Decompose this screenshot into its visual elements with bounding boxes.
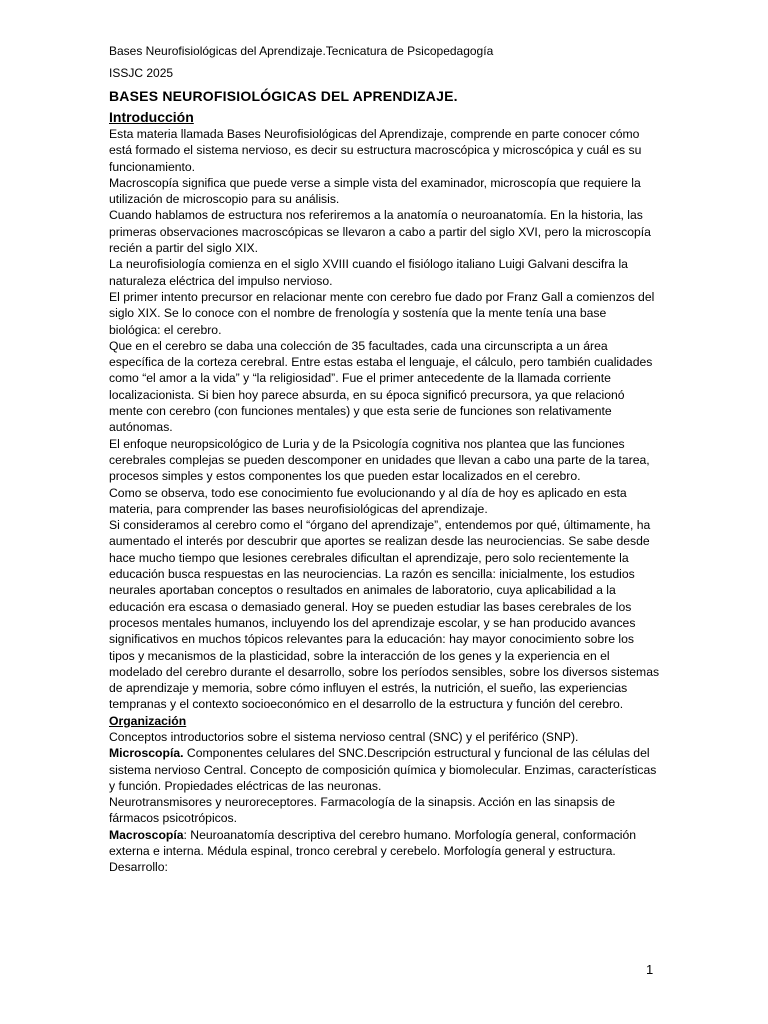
intro-paragraph-6: Que en el cerebro se daba una colección de 35 facultades, cada una circunscripta a un área específica de la corteza cerebral. Entre estas estaba el lenguaje, el cálculo, pero también cualidades como “el amor a la vida” y “la religiosidad”. Fue el primer antecedente de la llamada corriente localizacionista. Si bien hoy parece absurda, en su época significó precursora, ya que relacionó mente con cerebro (con funciones mentales) y que esta serie de funciones son relativamente autónomas. [109,338,653,435]
microscopy-description: Componentes celulares del SNC.Descripción estructural y funcional de las células del sistema nervioso Central. Concepto de composición química y biomolecular. Enzimas, características y función. Propiedades eléctricas de las neuronas. [109,746,657,793]
intro-paragraph-2: Macroscopía significa que puede verse a simple vista del examinador, microscopía que requiere la utilización de microscopio para su análisis. [109,175,641,207]
development-label: Desarrollo: [109,860,168,875]
macroscopy-description: : Neuroanatomía descriptiva del cerebro humano. Morfología general, conformación externa e interna. Médula espinal, tronco cerebral y cerebelo. Morfología general y estructura. [109,827,637,859]
document-title: BASES NEUROFISIOLÓGICAS DEL APRENDIZAJE. [109,88,458,104]
intro-paragraph-8: Como se observa, todo ese conocimiento fue evolucionando y al día de hoy es aplicado en esta materia, para comprender las bases neurofisiológicas del aprendizaje. [109,485,627,516]
running-header-course: Bases Neurofisiológicas del Aprendizaje.Tecnicatura de Psicopedagogía [109,44,494,58]
intro-paragraph-7: El enfoque neuropsicológico de Luria y de la Psicología cognitiva nos plantea que las funciones cerebrales complejas se pueden descomponer en unidades que llevan a cabo una parte de la tarea, procesos simples y estos componentes los que pueden estar localizados en el cerebro. [109,436,650,484]
macroscopy-term: Macroscopía [109,827,184,842]
microscopy-term: Microscopía. [109,746,184,761]
intro-paragraph-4: La neurofisiología comienza en el siglo XVIII cuando el fisiólogo italiano Luigi Galvani descifra la naturaleza eléctrica del impulso nervioso. [109,257,628,288]
body-text [109,126,661,876]
running-header-institution: ISSJC 2025 [109,66,174,80]
page-number: 1 [646,962,654,977]
organization-intro-line: Conceptos introductorios sobre el sistema nervioso central (SNC) y el periférico (SNP). [109,729,579,744]
organization-macroscopy [109,827,661,860]
organization-heading: Organización [109,713,187,728]
organization-microscopy [109,745,661,794]
intro-paragraph-5: El primer intento precursor en relacionar mente con cerebro fue dado por Franz Gall a comienzos del siglo XIX. Se lo conoce con el nombre de frenología y sostenía que la mente tenía una base biológica: el cerebro. [109,289,655,337]
intro-paragraph-1: Esta materia llamada Bases Neurofisiológicas del Aprendizaje, comprende en parte conocer cómo está formado el sistema nervioso, es decir su estructura macroscópica y microscópica y cuál es su funcionamiento. [109,127,642,174]
intro-paragraph-9: Si consideramos al cerebro como el “órgano del aprendizaje”, entendemos por qué, últimamente, ha aumentado el interés por descubrir que aportes se realizan desde las neurociencias. Se sabe desde hace mucho tiempo que lesiones cerebrales dificultan el aprendizaje, pero solo recientemente la educación busca respuestas en las neurociencias. La razón es sencilla: inicialmente, los estudios neurales aportaban conceptos o resultados en animales de laboratorio, cuya aplicabilidad a la educación era escasa o demasiado general. Hoy se pueden estudiar las bases cerebrales de los procesos mentales humanos, incluyendo los del aprendizaje escolar, y se han producido avances significativos en muchos tópicos relevantes para la educación: hay mayor conocimiento sobre los tipos y mecanismos de la plasticidad, sobre la interacción de los genes y la experiencia en el modelado del cerebro durante el desarrollo, sobre los períodos sensibles, sobre los diversos sistemas de aprendizaje y memoria, sobre cómo influyen el estrés, la nutrición, el sueño, las experiencias tempranas y el contexto socioeconómico en el desarrollo de la estructura y función del cerebro. [109,518,660,712]
intro-heading: Introducción [109,109,194,125]
organization-neurotransmitters: Neurotransmisores y neuroreceptores. Farmacología de la sinapsis. Acción en las sinapsis de fármacos psicotrópicos. [109,795,616,826]
intro-paragraph-3: Cuando hablamos de estructura nos referiremos a la anatomía o neuroanatomía. En la historia, las primeras observaciones macroscópicas se llevaron a cabo a partir del siglo XVI, pero la microscopía recién a partir del siglo XIX. [109,208,651,256]
